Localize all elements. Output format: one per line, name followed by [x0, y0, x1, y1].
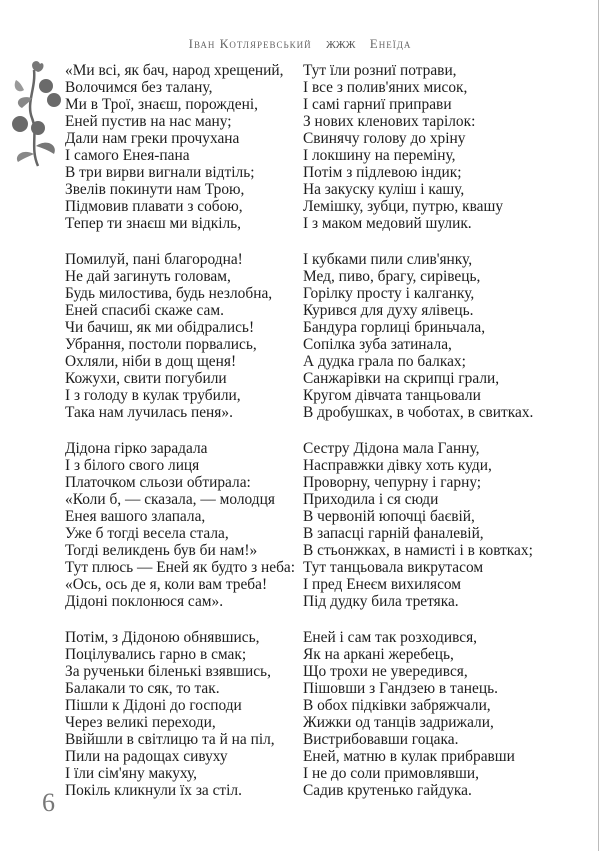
verse-line: Тут їли розниї потрави, [303, 62, 457, 79]
verse-line: Вистрибовавши гоцака. [303, 731, 459, 748]
verse-line: Ввійшли в світлицю та й на піл, [65, 731, 275, 748]
verse-line: Чи бачиш, як ми обідрались! [65, 319, 255, 336]
stanza [65, 251, 300, 421]
page-edge-line [598, 0, 599, 851]
verse-line: Мед, пиво, брагу, сирівець, [303, 268, 481, 285]
left-verse-column [65, 62, 300, 818]
verse-line: І з голоду в кулак трубили, [65, 387, 241, 404]
verse-line: І самі гарниї приправи [303, 96, 452, 113]
verse-line: І їли сім'яну макуху, [65, 765, 198, 782]
stanza [303, 629, 593, 799]
verse-line: Проворну, чепурну і гарну; [303, 474, 482, 491]
verse-line: Як на аркані жеребець, [303, 646, 454, 663]
verse-line: Пили на радощах сивуху [65, 748, 228, 765]
verse-line: За рученьки біленькі взявшись, [65, 663, 271, 680]
verse-line: Приходила і ся сюди [303, 491, 439, 508]
verse-line: Балакали то сяк, то так. [65, 680, 220, 697]
verse-line: І самого Енея-пана [65, 147, 190, 164]
verse-line: І з білого свого лиця [65, 457, 200, 474]
verse-line: Дідоні поклонюся сам». [65, 593, 224, 610]
verse-line: Пішовши з Гандзею в танець. [303, 680, 498, 697]
verse-line: З нових кленових тарілок: [303, 113, 476, 130]
verse-line: Що трохи не увередився, [303, 663, 468, 680]
verse-line: І локшину на переміну, [303, 147, 456, 164]
verse-line: Еней спасибі скаже сам. [65, 302, 224, 319]
verse-line: Санжарівки на скрипці грали, [303, 370, 500, 387]
verse-line: Така нам лучилась пеня». [65, 404, 233, 421]
verse-line: Покіль кликнули їх за стіл. [65, 782, 242, 799]
verse-line: В стьонжках, в намисті і в ковтках; [303, 542, 533, 559]
verse-line: В три вирви вигнали відтіль; [65, 164, 255, 181]
verse-line: В обох підківки забряжчали, [303, 697, 491, 714]
verse-line: Бандура горлиці бриньчала, [303, 319, 486, 336]
verse-line: Убрання, постоли порвались, [65, 336, 257, 353]
verse-line: На закуску куліш і кашу, [303, 181, 465, 198]
verse-line: Потім, з Дідоною обнявшись, [65, 629, 260, 646]
verse-line: Тут плюсь — Еней як будто з неба: [65, 559, 296, 576]
floral-ornament-icon [8, 58, 62, 168]
verse-line: Свинячу голову до хріну [303, 130, 466, 147]
verse-line: Кожухи, свити погубили [65, 370, 227, 387]
verse-line: Тогді великдень був би нам!» [65, 542, 258, 559]
verse-line: «Коли б, — сказала, — молодця [65, 491, 275, 508]
verse-line: Дідона гірко зарадала [65, 440, 208, 457]
verse-line: Через великі переходи, [65, 714, 216, 731]
verse-line: В запасці гарній фаналевій, [303, 525, 484, 542]
verse-line: Тепер ти знаєш ми відкіль, [65, 215, 242, 232]
stanza [65, 629, 300, 799]
verse-line: Сестру Дідона мала Ганну, [303, 440, 480, 457]
verse-line: Курився для духу ялівець. [303, 302, 474, 319]
verse-line: Жижки од танців задрижали, [303, 714, 494, 731]
verse-line: І кубками пили слив'янку, [303, 251, 473, 268]
verse-line: Енея вашого злапала, [65, 508, 206, 525]
header-ornament: ЖЖЖ [325, 39, 356, 51]
verse-line: Пішли к Дідоні до господи [65, 697, 242, 714]
verse-line: Кругом дівчата танцьовали [303, 387, 481, 404]
stanza [303, 62, 593, 232]
verse-line: Помилуй, пані благородна! [65, 251, 243, 268]
page-number: 6 [42, 788, 55, 817]
verse-line: Еней, матню в кулак прибравши [303, 748, 515, 765]
verse-line: І пред Енеєм вихилясом [303, 576, 462, 593]
stanza [65, 62, 300, 232]
header-author: Іван Котляревський [188, 36, 312, 51]
verse-line: І не до соли примовлявши, [303, 765, 479, 782]
verse-line: Платочком сльози обтирала: [65, 474, 251, 491]
verse-line: Уже б тогді весела стала, [65, 525, 229, 542]
verse-line: Поцілувались гарно в смак; [65, 646, 247, 663]
verse-line: Волочимся без талану, [65, 79, 213, 96]
verse-line: Під дудку била третяка. [303, 593, 459, 610]
verse-line: А дудка грала по балках; [303, 353, 466, 370]
stanza [65, 440, 300, 610]
stanza [303, 251, 593, 421]
header-title: Енеїда [369, 36, 412, 51]
verse-line: Еней пустив на нас ману; [65, 113, 232, 130]
verse-line: Тут танцьовала викрутасом [303, 559, 484, 576]
verse-line: Охляли, ніби в дощ щеня! [65, 353, 237, 370]
verse-line: «Ми всі, як бач, народ хрещений, [65, 62, 284, 79]
verse-line: Звелів покинути нам Трою, [65, 181, 245, 198]
verse-line: Насправжки дівку хоть куди, [303, 457, 492, 474]
verse-line: В червоній юпочці баєвій, [303, 508, 475, 525]
stanza [303, 440, 593, 610]
verse-line: Горілку просту і калганку, [303, 285, 475, 302]
right-verse-column [303, 62, 593, 818]
verse-line: Сопілка зуба затинала, [303, 336, 452, 353]
verse-line: І з маком медовий шулик. [303, 215, 472, 232]
verse-line: Дали нам греки прочухана [65, 130, 240, 147]
verse-line: «Ось, ось де я, коли вам треба! [65, 576, 268, 593]
verse-line: Садив крутенько гайдука. [303, 782, 472, 799]
verse-line: Будь милостива, будь незлобна, [65, 285, 273, 302]
verse-line: В дробушках, в чоботах, в свитках. [303, 404, 534, 421]
verse-line: І все з полив'яних мисок, [303, 79, 468, 96]
verse-line: Еней і сам так розходився, [303, 629, 478, 646]
verse-line: Потім з підлевою індик; [303, 164, 462, 181]
verse-line: Ми в Трої, знаєш, порождені, [65, 96, 258, 113]
verse-line: Не дай загинуть головам, [65, 268, 231, 285]
verse-line: Лемішку, зубци, путрю, квашу [303, 198, 504, 215]
running-header [0, 36, 600, 52]
verse-line: Підмовив плавати з собою, [65, 198, 243, 215]
